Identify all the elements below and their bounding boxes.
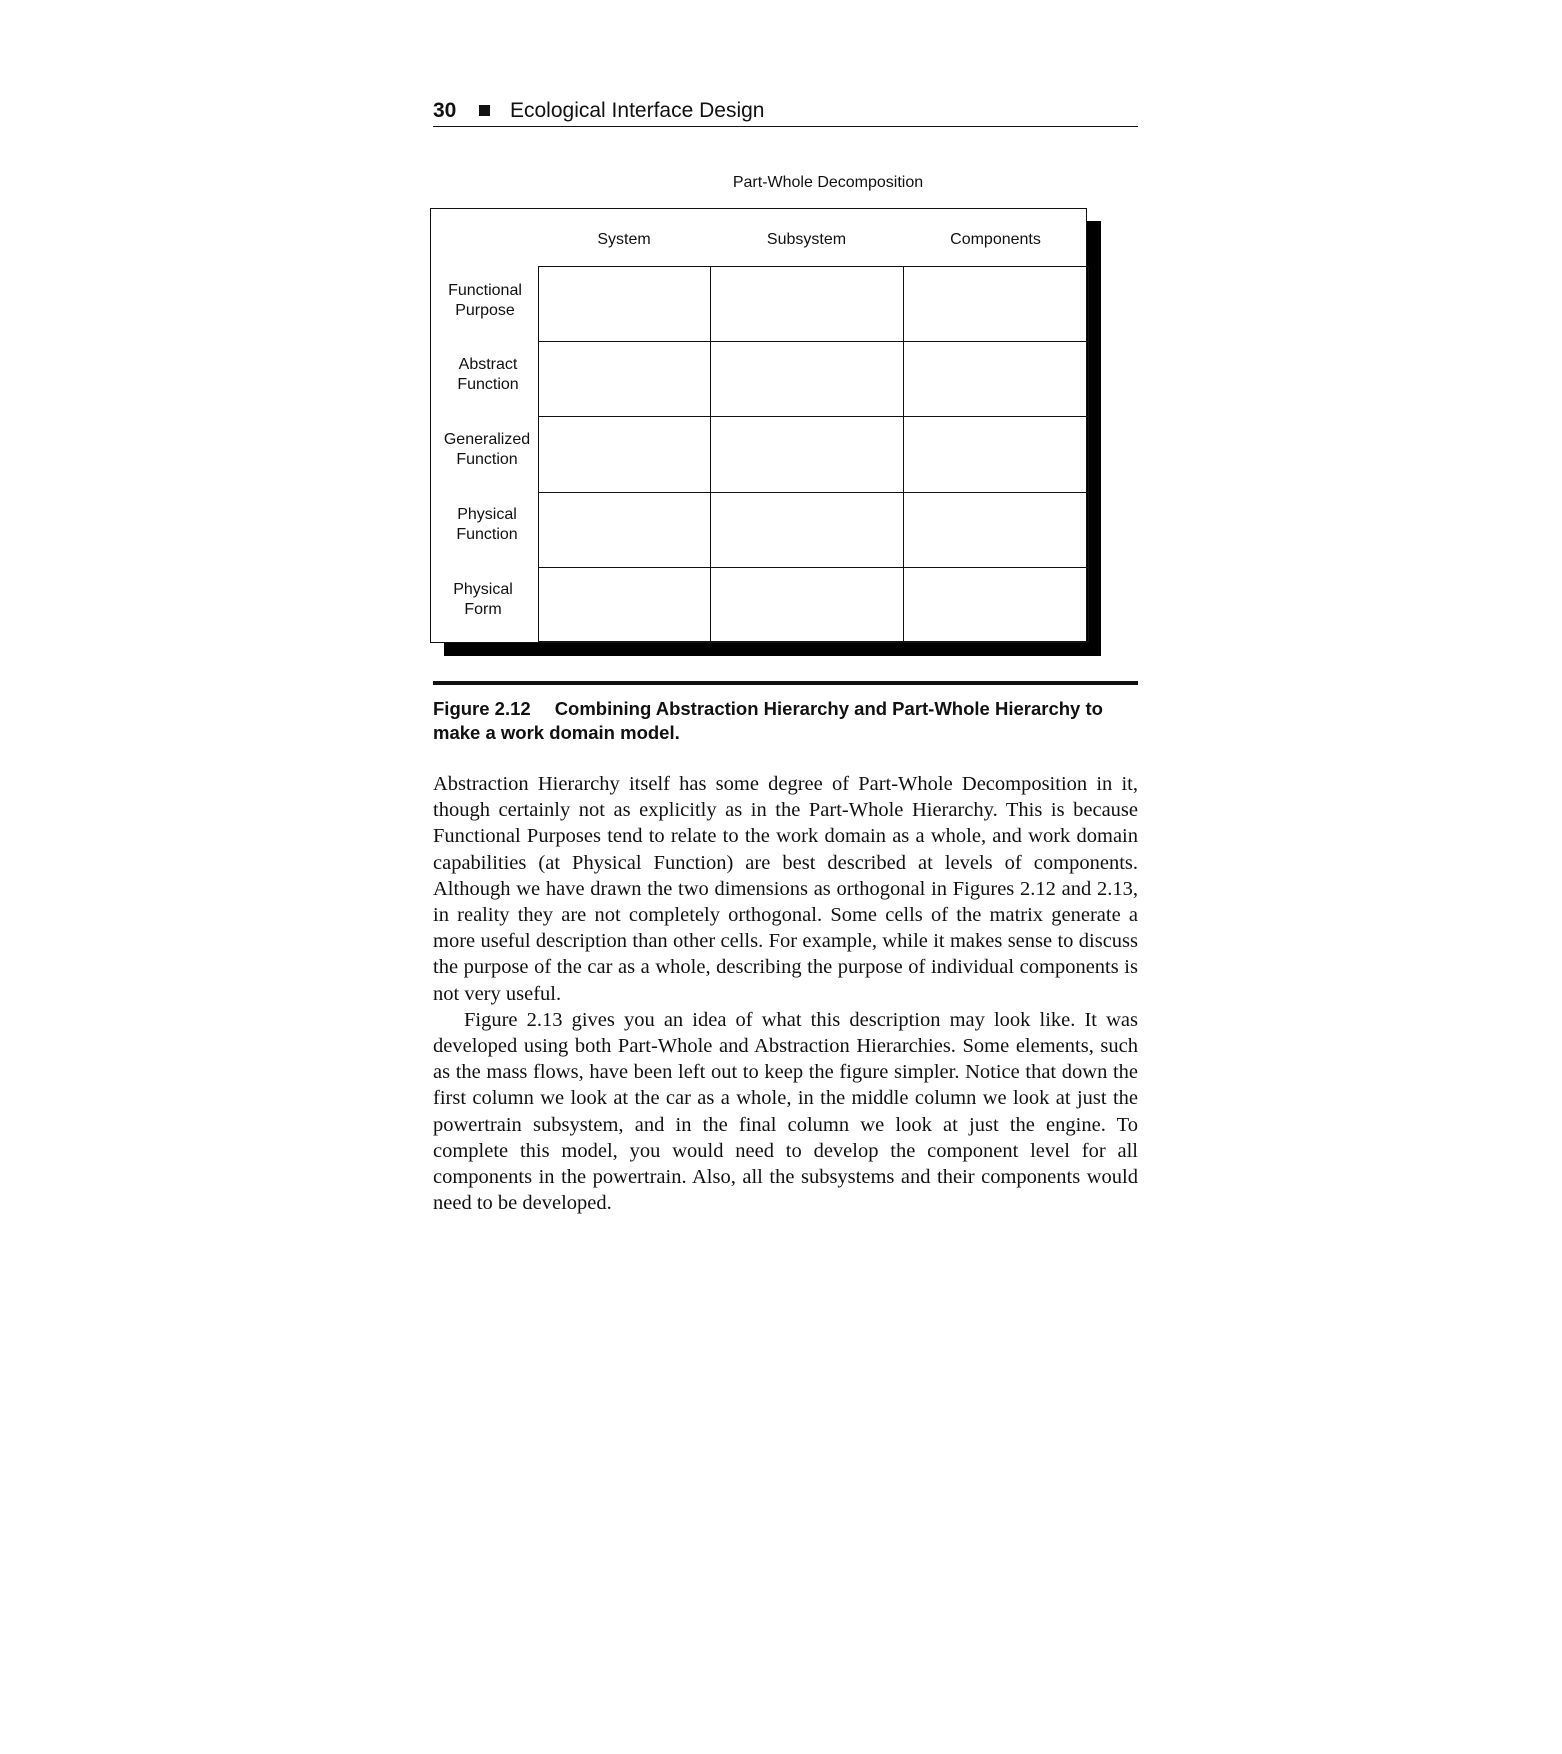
row-label-line: Function bbox=[456, 451, 518, 468]
caption-rule bbox=[433, 681, 1138, 685]
row-label-line: Abstract bbox=[458, 356, 518, 373]
matrix-cell bbox=[711, 342, 904, 417]
matrix-cell bbox=[904, 492, 1089, 567]
body-paragraph-2: Figure 2.13 gives you an idea of what this description may look like. It was developed using both Part-Whole and Abstraction Hierarchies. Some elements, such as the mass flows, have been left out to keep the figure simpler. Notice that down the first column we look at the car as a whole, in the middle column we look at just the powertrain subsystem, and in the final column we look at just the engine. To complete this model, you would need to develop the component level for all components in the powertrain. Also, all the subsystems and their components would need to be developed. bbox=[433, 1008, 1138, 1215]
page-number: 30 bbox=[433, 99, 457, 122]
part-whole-axis-label: Part-Whole Decomposition bbox=[732, 174, 924, 191]
matrix-cell bbox=[711, 567, 904, 641]
matrix-row bbox=[539, 267, 1089, 342]
row-label-line: Function bbox=[456, 526, 518, 543]
matrix-cell bbox=[711, 492, 904, 567]
matrix-cell bbox=[539, 492, 711, 567]
figure-caption bbox=[433, 697, 1138, 745]
row-label-abstract-function bbox=[434, 355, 542, 395]
column-header-components: Components bbox=[950, 231, 1041, 248]
row-label-physical-function bbox=[433, 505, 541, 545]
matrix-cell bbox=[711, 267, 904, 342]
matrix-cell bbox=[904, 267, 1089, 342]
matrix-cell bbox=[539, 417, 711, 492]
row-label-line: Physical bbox=[457, 506, 517, 523]
row-label-line: Form bbox=[464, 601, 502, 618]
row-label-physical-form bbox=[429, 580, 537, 620]
matrix-cell bbox=[539, 567, 711, 641]
figure-work-domain-matrix bbox=[430, 170, 1150, 670]
matrix-cell bbox=[539, 342, 711, 417]
body-paragraph-1: Abstraction Hierarchy itself has some degree of Part-Whole Decomposition in it, though certainly not as explicitly as in the Part-Whole Hierarchy. This is because Functional Purposes tend to relate to the work domain as a whole, and work domain capabilities (at Physical Function) are best described at levels of components. Although we have drawn the two dimensions as orthogonal in Figures 2.12 and 2.13, in reality they are not completely orthogonal. Some cells of the matrix generate a more useful description than other cells. For example, while it makes sense to discuss the purpose of the car as a whole, describing the purpose of individual components is not very useful. bbox=[433, 773, 1138, 1005]
matrix-cell bbox=[904, 342, 1089, 417]
caption-text: Combining Abstraction Hierarchy and Part-Whole Hierarchy to make a work domain model. bbox=[433, 698, 1103, 743]
matrix-cell bbox=[904, 567, 1089, 641]
book-title: Ecological Interface Design bbox=[510, 99, 765, 122]
matrix-row bbox=[539, 492, 1089, 567]
row-label-line: Purpose bbox=[455, 302, 515, 319]
column-header-system: System bbox=[597, 231, 651, 248]
matrix-row bbox=[539, 567, 1089, 641]
column-header-subsystem: Subsystem bbox=[766, 231, 847, 248]
running-header bbox=[433, 96, 1138, 127]
matrix-row bbox=[539, 342, 1089, 417]
header-square-bullet bbox=[479, 105, 490, 116]
row-label-line: Functional bbox=[448, 282, 522, 299]
matrix-row bbox=[539, 417, 1089, 492]
body-text bbox=[433, 771, 1138, 1216]
row-label-functional-purpose bbox=[431, 281, 539, 321]
caption-label: Figure 2.12 bbox=[433, 698, 531, 719]
matrix-cell bbox=[711, 417, 904, 492]
matrix-cell bbox=[904, 417, 1089, 492]
row-label-generalized-function bbox=[433, 430, 541, 470]
row-label-line: Generalized bbox=[443, 431, 531, 448]
matrix-grid bbox=[538, 266, 1089, 642]
matrix-cell bbox=[539, 267, 711, 342]
row-label-line: Function bbox=[457, 376, 519, 393]
matrix-frame bbox=[430, 208, 1087, 643]
row-label-line: Physical bbox=[453, 581, 513, 598]
